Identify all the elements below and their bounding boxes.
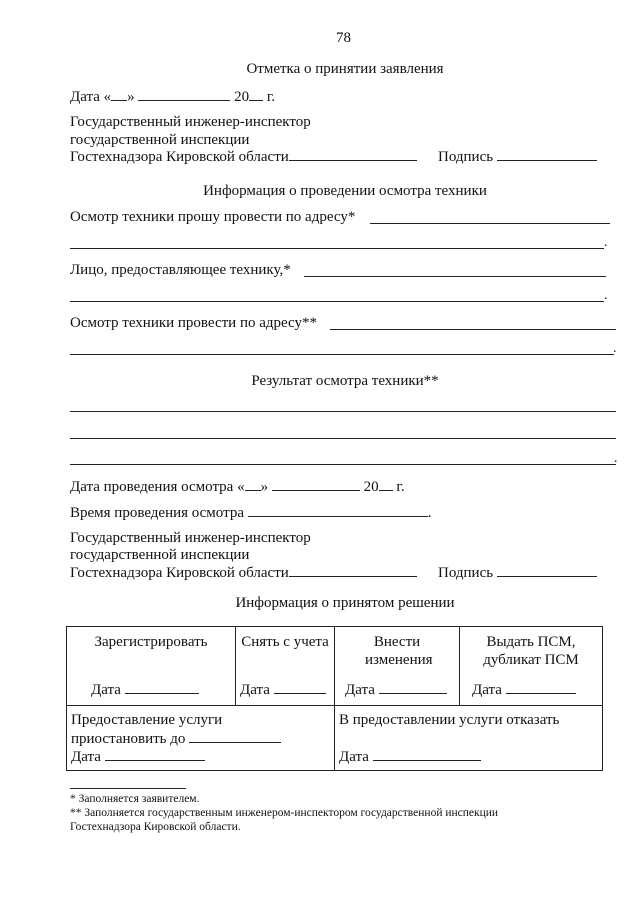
option-date-field[interactable] xyxy=(379,681,447,694)
day-field[interactable] xyxy=(111,88,127,101)
result-line-1[interactable] xyxy=(70,411,616,412)
footnote-2-line-2: Гостехнадзора Кировской области. xyxy=(70,821,241,833)
inspection-time-label: Время проведения осмотра xyxy=(70,505,245,521)
option-date xyxy=(472,681,576,699)
inspector-name-field[interactable] xyxy=(289,148,417,161)
inspection-time-field[interactable] xyxy=(248,504,428,517)
time-end: . xyxy=(427,505,432,521)
option-title: Внести изменения xyxy=(365,634,433,668)
acceptance-heading: Отметка о принятии заявления xyxy=(246,61,444,77)
signature-label: Подпись xyxy=(438,149,494,165)
date-suffix: г. xyxy=(266,89,276,105)
option-title: Снять с учета xyxy=(241,634,329,650)
option-date xyxy=(91,681,199,699)
inspector-line-3 xyxy=(70,148,417,166)
line-end: . xyxy=(613,341,617,356)
inspector-line-3 xyxy=(70,564,417,582)
date-prefix: Дата « xyxy=(70,89,112,105)
option-date-field[interactable] xyxy=(125,681,199,694)
year-field[interactable] xyxy=(249,88,263,101)
inspector-org: Гостехнадзора Кировской области xyxy=(70,149,289,165)
option-date xyxy=(345,681,447,699)
suspend-line-1: Предоставление услуги xyxy=(71,712,223,728)
inspector-line-1: Государственный инженер-инспектор xyxy=(70,114,311,130)
refuse-label: В предоставлении услуги отказать xyxy=(339,712,560,728)
signature xyxy=(438,564,597,582)
option-date-label: Дата xyxy=(91,682,121,698)
date-mid: » xyxy=(260,479,269,495)
person-label: Лицо, предоставляющее технику,* xyxy=(70,262,291,278)
option-register[interactable] xyxy=(67,627,236,706)
date-mid: » xyxy=(127,89,135,105)
suspend-date xyxy=(71,748,205,766)
month-field[interactable] xyxy=(138,88,230,101)
inspection-date-label: Дата проведения осмотра « xyxy=(70,479,245,495)
acceptance-date-line xyxy=(70,88,275,106)
option-date-label: Дата xyxy=(472,682,502,698)
decision-table xyxy=(66,626,603,771)
line-end: . xyxy=(604,288,608,303)
refuse-date-field[interactable] xyxy=(373,748,481,761)
signature xyxy=(438,148,597,166)
address-request-field[interactable] xyxy=(370,223,610,224)
signature-label: Подпись xyxy=(438,565,494,581)
page-number: 78 xyxy=(336,30,351,46)
footnote-1: * Заполняется заявителем. xyxy=(70,793,200,805)
line-end: . xyxy=(604,235,608,250)
date-suffix: г. xyxy=(396,479,405,495)
option-date-field[interactable] xyxy=(274,681,326,694)
result-line-3[interactable] xyxy=(70,464,616,465)
option-date xyxy=(240,681,326,699)
inspection-info-heading: Информация о проведении осмотра техники xyxy=(203,183,487,199)
inspection-month-field[interactable] xyxy=(272,478,360,491)
inspection-date-line xyxy=(70,478,405,496)
signature-field[interactable] xyxy=(497,564,597,577)
option-date-label: Дата xyxy=(345,682,375,698)
date-year: 20 xyxy=(234,89,250,105)
option-refuse[interactable] xyxy=(335,706,603,771)
option-issue-psm[interactable] xyxy=(460,627,603,706)
date-year: 20 xyxy=(363,479,379,495)
inspector-org: Гостехнадзора Кировской области xyxy=(70,565,289,581)
inspector-line-2: государственной инспекции xyxy=(70,132,250,148)
suspend-label: приостановить до xyxy=(71,731,186,747)
option-deregister[interactable] xyxy=(236,627,335,706)
inspection-year-field[interactable] xyxy=(379,478,393,491)
inspector-line-1: Государственный инженер-инспектор xyxy=(70,530,311,546)
refuse-date xyxy=(339,748,481,766)
option-title: Зарегистрировать xyxy=(94,634,208,650)
suspend-until-field[interactable] xyxy=(189,730,281,743)
address-conduct-label: Осмотр техники провести по адресу** xyxy=(70,315,318,331)
option-title: Выдать ПСМ, дубликат ПСМ xyxy=(483,634,579,668)
option-suspend[interactable] xyxy=(67,706,335,771)
decision-heading: Информация о принятом решении xyxy=(235,595,455,611)
inspector-line-2: государственной инспекции xyxy=(70,547,250,563)
suspend-date-label: Дата xyxy=(71,749,101,765)
result-line-2[interactable] xyxy=(70,438,616,439)
suspend-line-2 xyxy=(71,730,281,748)
option-modify[interactable] xyxy=(335,627,460,706)
address-conduct-field[interactable] xyxy=(330,329,616,330)
line-end: . xyxy=(614,451,618,466)
footnote-2-line-1: ** Заполняется государственным инженером-инспектором государственной инспекции xyxy=(70,807,499,819)
inspection-day-field[interactable] xyxy=(245,478,261,491)
address-conduct-field-2[interactable] xyxy=(70,354,614,355)
inspection-time-line xyxy=(70,504,432,522)
option-date-label: Дата xyxy=(240,682,270,698)
address-request-field-2[interactable] xyxy=(70,248,604,249)
person-field[interactable] xyxy=(304,276,606,277)
address-request-label: Осмотр техники прошу провести по адресу* xyxy=(70,209,356,225)
refuse-date-label: Дата xyxy=(339,749,369,765)
signature-field[interactable] xyxy=(497,148,597,161)
inspection-result-heading: Результат осмотра техники** xyxy=(251,373,439,389)
person-field-2[interactable] xyxy=(70,301,604,302)
inspector-name-field[interactable] xyxy=(289,564,417,577)
option-date-field[interactable] xyxy=(506,681,576,694)
footnote-divider xyxy=(70,788,186,789)
suspend-date-field[interactable] xyxy=(105,748,205,761)
